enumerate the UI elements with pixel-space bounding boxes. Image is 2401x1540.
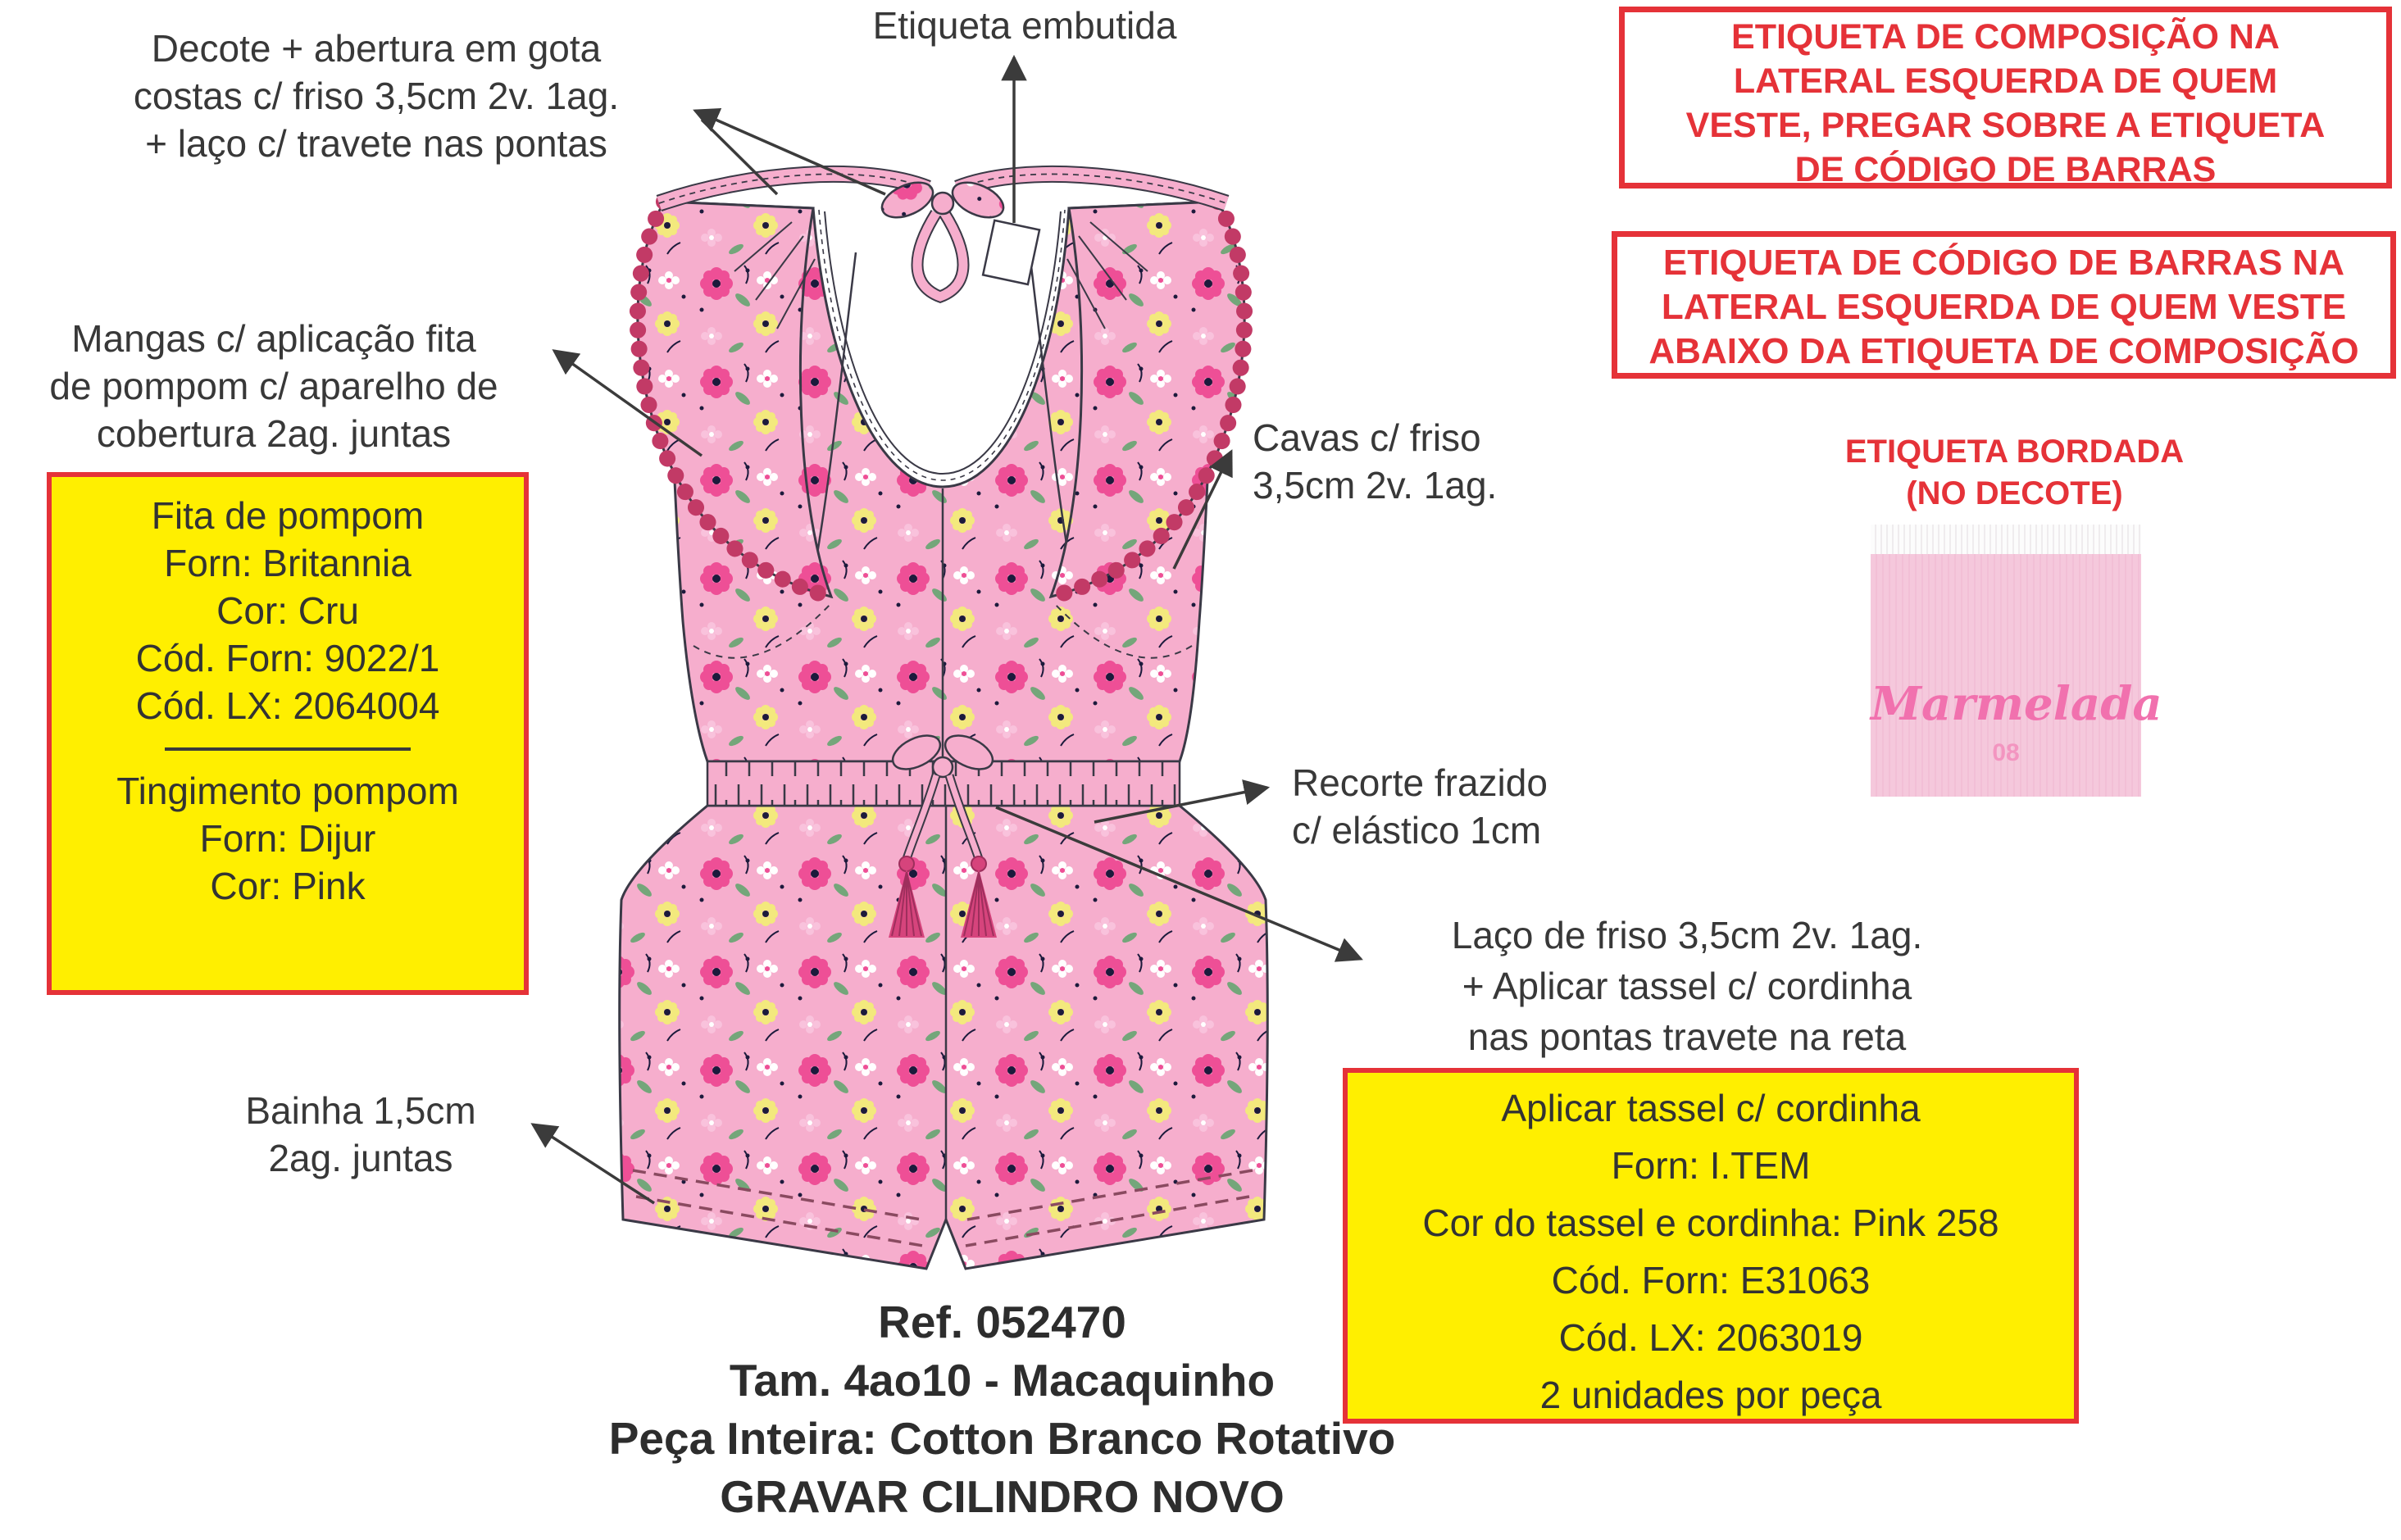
label-body	[1871, 554, 2162, 797]
title-line: (NO DECOTE)	[1906, 475, 2123, 511]
callout-line: de pompom c/ aparelho de	[49, 365, 498, 407]
warning-line: LATERAL ESQUERDA DE QUEM	[1733, 61, 2278, 101]
note-line: Tingimento pompom	[116, 770, 459, 812]
embroidered-label-title	[1791, 431, 2238, 515]
callout-line: nas pontas travete na reta	[1467, 1015, 1907, 1058]
callout-hem	[207, 1087, 515, 1182]
callout-line: Cavas c/ friso	[1253, 416, 1481, 459]
note-line: Forn: I.TEM	[1611, 1144, 1811, 1187]
callout-line: Laço de friso 3,5cm 2v. 1ag.	[1451, 914, 1923, 956]
warning-line: ABAIXO DA ETIQUETA DE COMPOSIÇÃO	[1648, 331, 2359, 371]
note-line: Aplicar tassel c/ cordinha	[1501, 1087, 1921, 1129]
callout-armholes	[1253, 414, 1597, 509]
divider-line	[165, 747, 411, 751]
warning-line: LATERAL ESQUERDA DE QUEM VESTE	[1661, 287, 2347, 327]
note-line: Cód. Forn: 9022/1	[135, 637, 440, 679]
reference-line: Peça Inteira: Cotton Branco Rotativo	[608, 1413, 1396, 1464]
embroidered-label-sample	[1871, 525, 2162, 797]
callout-line: Recorte frazido	[1292, 761, 1548, 804]
callout-line: + laço c/ travete nas pontas	[145, 122, 607, 165]
note-line: Cor: Cru	[216, 589, 359, 632]
inset-label-swatch	[983, 220, 1039, 284]
note-line: Fita de pompom	[151, 494, 425, 537]
label-woven-edge	[1871, 525, 2141, 554]
keyhole-loop	[917, 213, 963, 297]
callout-line: costas c/ friso 3,5cm 2v. 1ag.	[133, 75, 620, 117]
note-line: Cód. LX: 2063019	[1558, 1316, 1863, 1359]
reference-line: GRAVAR CILINDRO NOVO	[720, 1471, 1285, 1522]
callout-line: Bainha 1,5cm	[245, 1089, 476, 1132]
note-line: Forn: Dijur	[199, 817, 376, 860]
note-line: 2 unidades por peça	[1539, 1374, 1882, 1416]
warning-barcode-label	[1612, 231, 2396, 379]
callout-inset-label	[807, 2, 1242, 49]
note-line: Cor: Pink	[210, 865, 366, 907]
callout-line: 2ag. juntas	[268, 1137, 453, 1179]
callout-line: c/ elástico 1cm	[1292, 809, 1542, 852]
reference-line: Tam. 4ao10 - Macaquinho	[729, 1355, 1276, 1406]
note-pompom-tape	[47, 472, 529, 995]
warning-line: ETIQUETA DE CÓDIGO DE BARRAS NA	[1662, 243, 2345, 283]
callout-waist	[1292, 759, 1653, 854]
callout-neck-opening	[52, 25, 700, 167]
callout-line: cobertura 2ag. juntas	[96, 412, 452, 455]
garment-illustration	[595, 161, 1290, 1282]
warning-line: DE CÓDIGO DE BARRAS	[1794, 150, 2217, 189]
callout-line: + Aplicar tassel c/ cordinha	[1462, 965, 1912, 1007]
title-line: ETIQUETA BORDADA	[1844, 434, 2185, 470]
callout-line: Etiqueta embutida	[872, 4, 1177, 47]
callout-line: Decote + abertura em gota	[151, 27, 602, 70]
reference-block	[447, 1293, 1557, 1526]
callout-sleeves	[0, 315, 548, 457]
note-line: Forn: Britannia	[164, 542, 412, 584]
size-number: 08	[1992, 739, 2020, 766]
warning-line: ETIQUETA DE COMPOSIÇÃO NA	[1731, 17, 2280, 57]
warning-composition-label	[1619, 7, 2392, 189]
note-line: Cód. Forn: E31063	[1551, 1259, 1871, 1302]
callout-line: Mangas c/ aplicação fita	[71, 317, 476, 360]
note-line: Cor do tassel e cordinha: Pink 258	[1422, 1202, 1999, 1244]
callout-waist-bow	[1359, 910, 2015, 1062]
reference-line: Ref. 052470	[878, 1297, 1126, 1347]
brand-name: Marmelada	[1871, 677, 2162, 731]
warning-line: VESTE, PREGAR SOBRE A ETIQUETA	[1685, 106, 2326, 145]
note-line: Cód. LX: 2064004	[135, 684, 440, 727]
shorts	[620, 806, 1267, 1269]
callout-line: 3,5cm 2v. 1ag.	[1253, 464, 1498, 507]
